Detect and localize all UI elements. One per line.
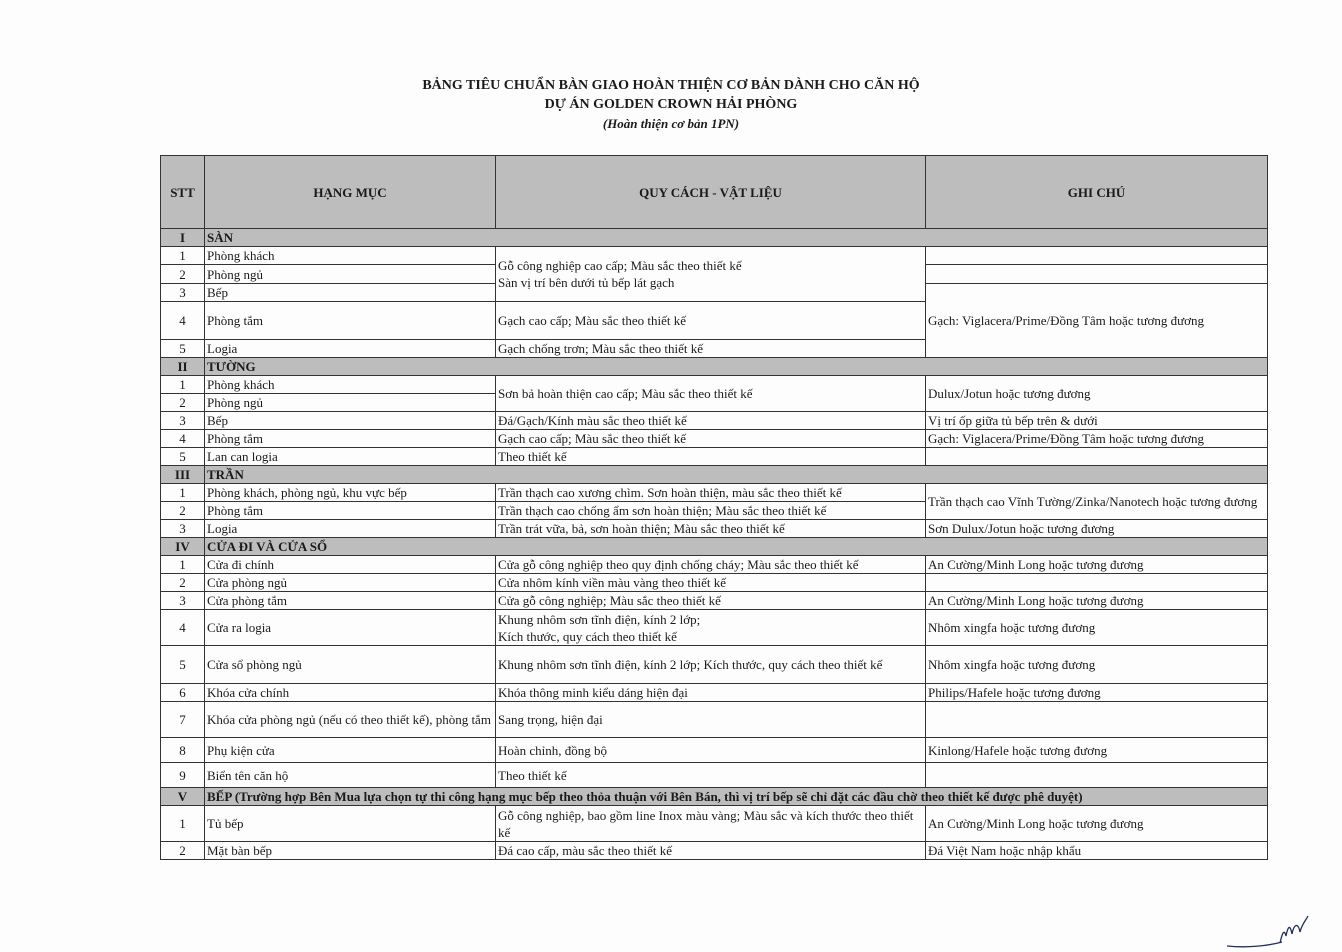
row-note: Nhôm xingfa hoặc tương đương: [926, 646, 1268, 684]
row-stt: 1: [161, 376, 205, 394]
row-spec: Gạch chống trơn; Màu sắc theo thiết kế: [496, 340, 926, 358]
row-spec: Theo thiết kế: [496, 448, 926, 466]
row-stt: 1: [161, 247, 205, 265]
row-note: An Cường/Minh Long hoặc tương đương: [926, 556, 1268, 574]
row-note: Gạch: Viglacera/Prime/Đồng Tâm hoặc tương đương: [926, 430, 1268, 448]
row-note: [926, 702, 1268, 738]
row-item: Logia: [205, 340, 496, 358]
row-stt: 3: [161, 592, 205, 610]
row-spec: Trần thạch cao xương chìm. Sơn hoàn thiện, màu sắc theo thiết kế: [496, 484, 926, 502]
table-row: [161, 448, 1268, 466]
row-stt: 2: [161, 842, 205, 860]
row-spec: Hoàn chỉnh, đồng bộ: [496, 738, 926, 763]
row-item: Phòng ngủ: [205, 265, 496, 284]
row-stt: 8: [161, 738, 205, 763]
header-stt: STT: [161, 156, 205, 229]
row-note: Kinlong/Hafele hoặc tương đương: [926, 738, 1268, 763]
row-spec: Cửa gỗ công nghiệp; Màu sắc theo thiết kế: [496, 592, 926, 610]
spec-line: Sàn vị trí bên dưới tủ bếp lát gạch: [498, 275, 675, 290]
row-note: An Cường/Minh Long hoặc tương đương: [926, 806, 1268, 842]
row-item: Cửa phòng ngủ: [205, 574, 496, 592]
row-stt: 5: [161, 340, 205, 358]
row-spec: [496, 610, 926, 646]
section-title: SÀN: [205, 229, 1268, 247]
spec-line: Gỗ công nghiệp cao cấp; Màu sắc theo thiết kế: [498, 258, 742, 273]
section-row-ceiling: [161, 466, 1268, 484]
row-spec: [496, 247, 926, 302]
table-row: [161, 247, 1268, 265]
header-item: HẠNG MỤC: [205, 156, 496, 229]
section-row-wall: [161, 358, 1268, 376]
row-item: Phòng tắm: [205, 302, 496, 340]
section-title: TRẦN: [205, 466, 1268, 484]
row-stt: 4: [161, 430, 205, 448]
row-stt: 4: [161, 610, 205, 646]
row-note: [926, 448, 1268, 466]
spec-line: Khung nhôm sơn tĩnh điện, kính 2 lớp;: [498, 611, 701, 627]
row-item: Tủ bếp: [205, 806, 496, 842]
row-note: Đá Việt Nam hoặc nhập khẩu: [926, 842, 1268, 860]
row-item: Phòng khách: [205, 247, 496, 265]
row-stt: 3: [161, 284, 205, 302]
row-item: Phòng khách: [205, 376, 496, 394]
table-row: [161, 574, 1268, 592]
row-stt: 3: [161, 520, 205, 538]
document-title: BẢNG TIÊU CHUẨN BÀN GIAO HOÀN THIỆN CƠ BẢN DÀNH CHO CĂN HỘ: [422, 78, 920, 93]
row-stt: 6: [161, 684, 205, 702]
row-note: Philips/Hafele hoặc tương đương: [926, 684, 1268, 702]
row-item: Khóa cửa phòng ngủ (nếu có theo thiết kế), phòng tắm: [205, 702, 496, 738]
row-spec: Đá/Gạch/Kính màu sắc theo thiết kế: [496, 412, 926, 430]
section-title: CỬA ĐI VÀ CỬA SỔ: [205, 538, 1268, 556]
row-item: Phụ kiện cửa: [205, 738, 496, 763]
section-row-floor: [161, 229, 1268, 247]
table-row: [161, 684, 1268, 702]
table-row: [161, 702, 1268, 738]
row-note: Nhôm xingfa hoặc tương đương: [926, 610, 1268, 646]
row-spec: Trần trát vữa, bả, sơn hoàn thiện; Màu sắc theo thiết kế: [496, 520, 926, 538]
row-item: Biển tên căn hộ: [205, 763, 496, 788]
row-spec: Cửa nhôm kính viền màu vàng theo thiết kế: [496, 574, 926, 592]
row-stt: 2: [161, 394, 205, 412]
section-title: BẾP (Trường hợp Bên Mua lựa chọn tự thi công hạng mục bếp theo thỏa thuận với Bên Bán, thì vị trí bếp sẽ chỉ đặt các đầu chờ theo thiết kế được phê duyệt): [205, 788, 1268, 806]
table-row: [161, 520, 1268, 538]
row-note: [926, 763, 1268, 788]
row-item: Logia: [205, 520, 496, 538]
header-note: GHI CHÚ: [926, 156, 1268, 229]
row-note: Gạch: Viglacera/Prime/Đồng Tâm hoặc tương đương: [926, 284, 1268, 358]
row-spec: Sang trọng, hiện đại: [496, 702, 926, 738]
row-stt: 2: [161, 574, 205, 592]
section-number: IV: [161, 538, 205, 556]
row-note: [926, 574, 1268, 592]
spec-line: Kích thước, quy cách theo thiết kế: [498, 628, 677, 644]
table-row: [161, 842, 1268, 860]
section-number: V: [161, 788, 205, 806]
row-item: Khóa cửa chính: [205, 684, 496, 702]
row-item: Phòng tắm: [205, 502, 496, 520]
row-note: [926, 247, 1268, 265]
row-stt: 1: [161, 806, 205, 842]
row-stt: 4: [161, 302, 205, 340]
row-stt: 5: [161, 646, 205, 684]
table-row: [161, 484, 1268, 502]
section-number: I: [161, 229, 205, 247]
row-stt: 1: [161, 484, 205, 502]
row-spec: Khung nhôm sơn tĩnh điện, kính 2 lớp; Kích thước, quy cách theo thiết kế: [496, 646, 926, 684]
signature-icon: [1222, 912, 1312, 952]
row-spec: Gạch cao cấp; Màu sắc theo thiết kế: [496, 430, 926, 448]
project-name: DỰ ÁN GOLDEN CROWN HẢI PHÒNG: [544, 97, 798, 112]
row-item: Cửa phòng tắm: [205, 592, 496, 610]
row-note: Sơn Dulux/Jotun hoặc tương đương: [926, 520, 1268, 538]
row-stt: 7: [161, 702, 205, 738]
header-spec: QUY CÁCH - VẬT LIỆU: [496, 156, 926, 229]
table-row: [161, 763, 1268, 788]
row-note: Dulux/Jotun hoặc tương đương: [926, 376, 1268, 412]
table-row: [161, 376, 1268, 394]
row-stt: 3: [161, 412, 205, 430]
table-row: [161, 738, 1268, 763]
section-number: II: [161, 358, 205, 376]
row-item: Bếp: [205, 412, 496, 430]
row-spec: Cửa gỗ công nghiệp theo quy định chống cháy; Màu sắc theo thiết kế: [496, 556, 926, 574]
table-row: [161, 610, 1268, 646]
row-spec: Trần thạch cao chống ẩm sơn hoàn thiện; Màu sắc theo thiết kế: [496, 502, 926, 520]
row-spec: Theo thiết kế: [496, 763, 926, 788]
row-spec: Sơn bả hoàn thiện cao cấp; Màu sắc theo thiết kế: [496, 376, 926, 412]
table-row: [161, 646, 1268, 684]
row-stt: 2: [161, 502, 205, 520]
row-stt: 1: [161, 556, 205, 574]
table-header-row: [161, 156, 1268, 229]
table-row: [161, 556, 1268, 574]
row-spec: Đá cao cấp, màu sắc theo thiết kế: [496, 842, 926, 860]
row-item: Bếp: [205, 284, 496, 302]
table-row: [161, 806, 1268, 842]
row-spec: Gỗ công nghiệp, bao gồm line Inox màu vàng; Màu sắc và kích thước theo thiết kế: [496, 806, 926, 842]
row-item: Cửa đi chính: [205, 556, 496, 574]
section-row-kitchen: [161, 788, 1268, 806]
document-subtitle: (Hoàn thiện cơ bản 1PN): [602, 116, 740, 131]
row-item: Cửa ra logia: [205, 610, 496, 646]
row-note: An Cường/Minh Long hoặc tương đương: [926, 592, 1268, 610]
row-stt: 2: [161, 265, 205, 284]
row-spec: Gạch cao cấp; Màu sắc theo thiết kế: [496, 302, 926, 340]
document-title-block: [0, 76, 1342, 133]
row-item: Phòng khách, phòng ngủ, khu vực bếp: [205, 484, 496, 502]
table-row: [161, 592, 1268, 610]
row-item: Phòng tắm: [205, 430, 496, 448]
row-item: Mặt bàn bếp: [205, 842, 496, 860]
table-row: [161, 412, 1268, 430]
row-stt: 5: [161, 448, 205, 466]
row-item: Phòng ngủ: [205, 394, 496, 412]
row-stt: 9: [161, 763, 205, 788]
row-note: Trần thạch cao Vĩnh Tường/Zinka/Nanotech hoặc tương đương: [926, 484, 1268, 520]
row-spec: Khóa thông minh kiểu dáng hiện đại: [496, 684, 926, 702]
row-note: Vị trí ốp giữa tủ bếp trên & dưới: [926, 412, 1268, 430]
handover-standards-table: [160, 155, 1268, 860]
row-note: [926, 265, 1268, 284]
section-title: TƯỜNG: [205, 358, 1268, 376]
row-item: Cửa sổ phòng ngủ: [205, 646, 496, 684]
row-item: Lan can logia: [205, 448, 496, 466]
section-number: III: [161, 466, 205, 484]
section-row-doors-windows: [161, 538, 1268, 556]
table-row: [161, 430, 1268, 448]
